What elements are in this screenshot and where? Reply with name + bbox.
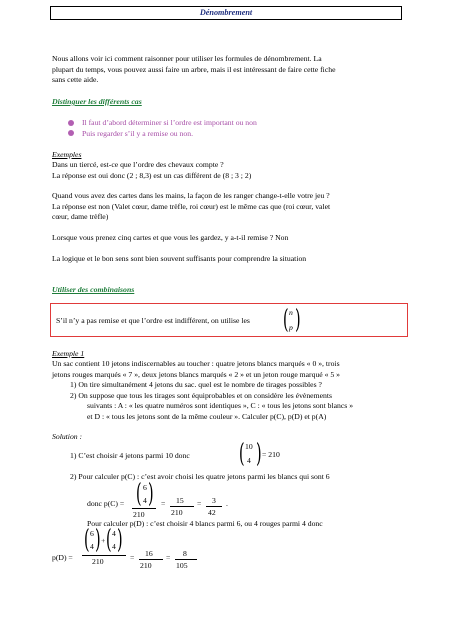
question-2-cont: et D : « tous les jetons sont de la même couleur ». Calculer p(C), p(D) et p(A) — [87, 411, 327, 421]
exemples-line: Lorsque vous prenez cinq cartes et que vous les gardez, y a-t-il remise ? Non — [52, 233, 289, 242]
exemples-line: La réponse est non (Valet cœur, dame trèfle, roi cœur) est le même cas que (roi cœur, valet — [52, 201, 331, 211]
solution-1: 1) C’est choisir 4 jetons parmi 10 donc — [70, 451, 190, 460]
binomial-10-4: ( 10 4 ) — [239, 439, 262, 469]
title-box — [50, 6, 402, 20]
exemple1-line: Un sac contient 10 jetons indiscernables au toucher : quatre jetons blancs marqués « 0 », trois — [52, 359, 340, 368]
solution-1-result: = 210 — [262, 450, 280, 459]
exemples-line: cœur, dame trèfle) — [52, 212, 109, 221]
question-2-cont: suivants : A : « les quatre numéros sont identiques », C : « tous les jetons sont blancs » — [87, 401, 354, 410]
document-page: Dénombrement Nous allons voir ici comment raisonner pour utiliser les formules de dénombrement. La plupart du temps, vous pouvez aussi faire un arbre, mais il est intéressant de faire cette fiche sans cette aide. Distinguer les différents cas Il faut d’abord déterminer si l’ordre est important ou non Puis regarder s’il y a remise ou non. Exemples Dans un tiercé, est-ce que l’ordre des chevaux compte ? La réponse est oui donc (2 ; 8,3) est un cas différent de (8 ; 3 ; 2) Quand vous avez des cartes dans les mains, la façon de les ranger change-t-elle votre jeu ? La réponse est non (Valet cœur, dame trèfle, roi cœur) est le même cas que (roi cœur, valet cœur, dame trèfle) Lorsque vous prenez cinq cartes et que vous les gardez, y a-t-il remise ? Non La logique et le bon sens sont bien souvent suffisants pour comprendre la situation Utiliser des combinaisons S’il n’y a pas remise et que l’ordre est indifférent, on utilise les ( n p ) Exemple 1 Un sac contient 10 jetons indiscernables au toucher : quatre jetons blancs marqués « 0 », trois jetons rouges marqués « 7 », deux jetons blancs marqués « 2 » et un jeton rouge marqué « 5 » 1) On tire simultanément 4 jetons du sac. quel est le nombre de tirages possibles ? 2) On suppose que tous les tirages sont équiprobables et on considère les évènements suivants : A : « les quatre numéros sont identiques », C : « tous les jetons sont blancs » et D : « tous les jetons sont de la même couleur ». Calculer p(C), p(D) et p(A) Solution : 1) C’est choisir 4 jetons parmi 10 donc ( 10 4 ) = 210 2) Pour calculer p(C) : c’est avoir choisi les quatre jetons parmi les blancs qui sont 6 donc p(C) = ( 6 4 ) 210 = 15 210 = 3 42 . Pour calculer p(D) : c’est choisir 4 blancs parmi 6, ou 4 rouges parmi 4 donc p(D) = ( 6 4 ) + ( 4 4 ) 210 = 16 210 = 8 105 — [0, 0, 453, 640]
question-2: 2) On suppose que tous les tirages sont équiprobables et on considère les évènements — [70, 390, 332, 400]
pd-text: Pour calculer p(D) : c’est choisir 4 blancs parmi 6, ou 4 rouges parmi 4 donc — [87, 519, 323, 528]
rule-text: S’il n’y a pas remise et que l’ordre est indifférent, on utilise les — [56, 316, 250, 325]
bullet-text: Puis regarder s’il y a remise ou non. — [82, 128, 194, 138]
subheading-exemple-1: Exemple 1 — [52, 349, 85, 358]
bullet-icon — [68, 120, 74, 126]
binomial-np: ( n p ) — [283, 305, 301, 335]
section-heading-combinaisons: Utiliser des combinaisons — [52, 285, 135, 294]
binomial-top: n — [289, 308, 293, 317]
exemples-line: Dans un tiercé, est-ce que l’ordre des chevaux compte ? — [52, 160, 224, 169]
intro-line-1: Nous allons voir ici comment raisonner pour utiliser les formules de dénombrement. La — [52, 54, 322, 63]
pc-label: donc p(C) = — [87, 499, 125, 508]
bullet-icon — [68, 130, 74, 136]
solution-2: 2) Pour calculer p(C) : c’est avoir choisi les quatre jetons parmi les blancs qui sont 6 — [70, 472, 330, 481]
exemples-line: La logique et le bon sens sont bien souvent suffisants pour comprendre la situation — [52, 254, 307, 263]
question-1: 1) On tire simultanément 4 jetons du sac. quel est le nombre de tirages possibles ? — [70, 380, 322, 389]
exemple1-line: jetons rouges marqués « 7 », deux jetons blancs marqués « 2 » et un jeton rouge marqué « 5 » — [52, 369, 341, 379]
bullet-text: Il faut d’abord déterminer si l’ordre est important ou non — [82, 118, 257, 127]
pd-fraction-1: ( 6 4 ) + ( 4 4 ) 210 — [82, 527, 126, 577]
bullet-item-2 — [68, 129, 193, 139]
pc-fraction-1: ( 6 4 ) 210 — [132, 481, 158, 519]
exemples-line: La réponse est oui donc (2 ; 8,3) est un cas différent de (8 ; 3 ; 2) — [52, 170, 252, 180]
exemples-line: Quand vous avez des cartes dans les mains, la façon de les ranger change-t-elle votre jeu ? — [52, 191, 330, 200]
section-heading-distinguer: Distinguer les différents cas — [52, 97, 142, 106]
intro-line-3: sans cette aide. — [52, 75, 99, 84]
page-title: Dénombrement — [199, 8, 253, 17]
bullet-item-1 — [68, 118, 257, 128]
pd-label: p(D) = — [52, 553, 73, 562]
binomial-bottom: p — [289, 323, 293, 332]
intro-line-2: plupart du temps, vous pouvez aussi faire un arbre, mais il est intéressant de faire cette fiche — [52, 64, 336, 74]
subheading-exemples: Exemples — [52, 150, 82, 159]
solution-heading: Solution : — [52, 432, 83, 441]
